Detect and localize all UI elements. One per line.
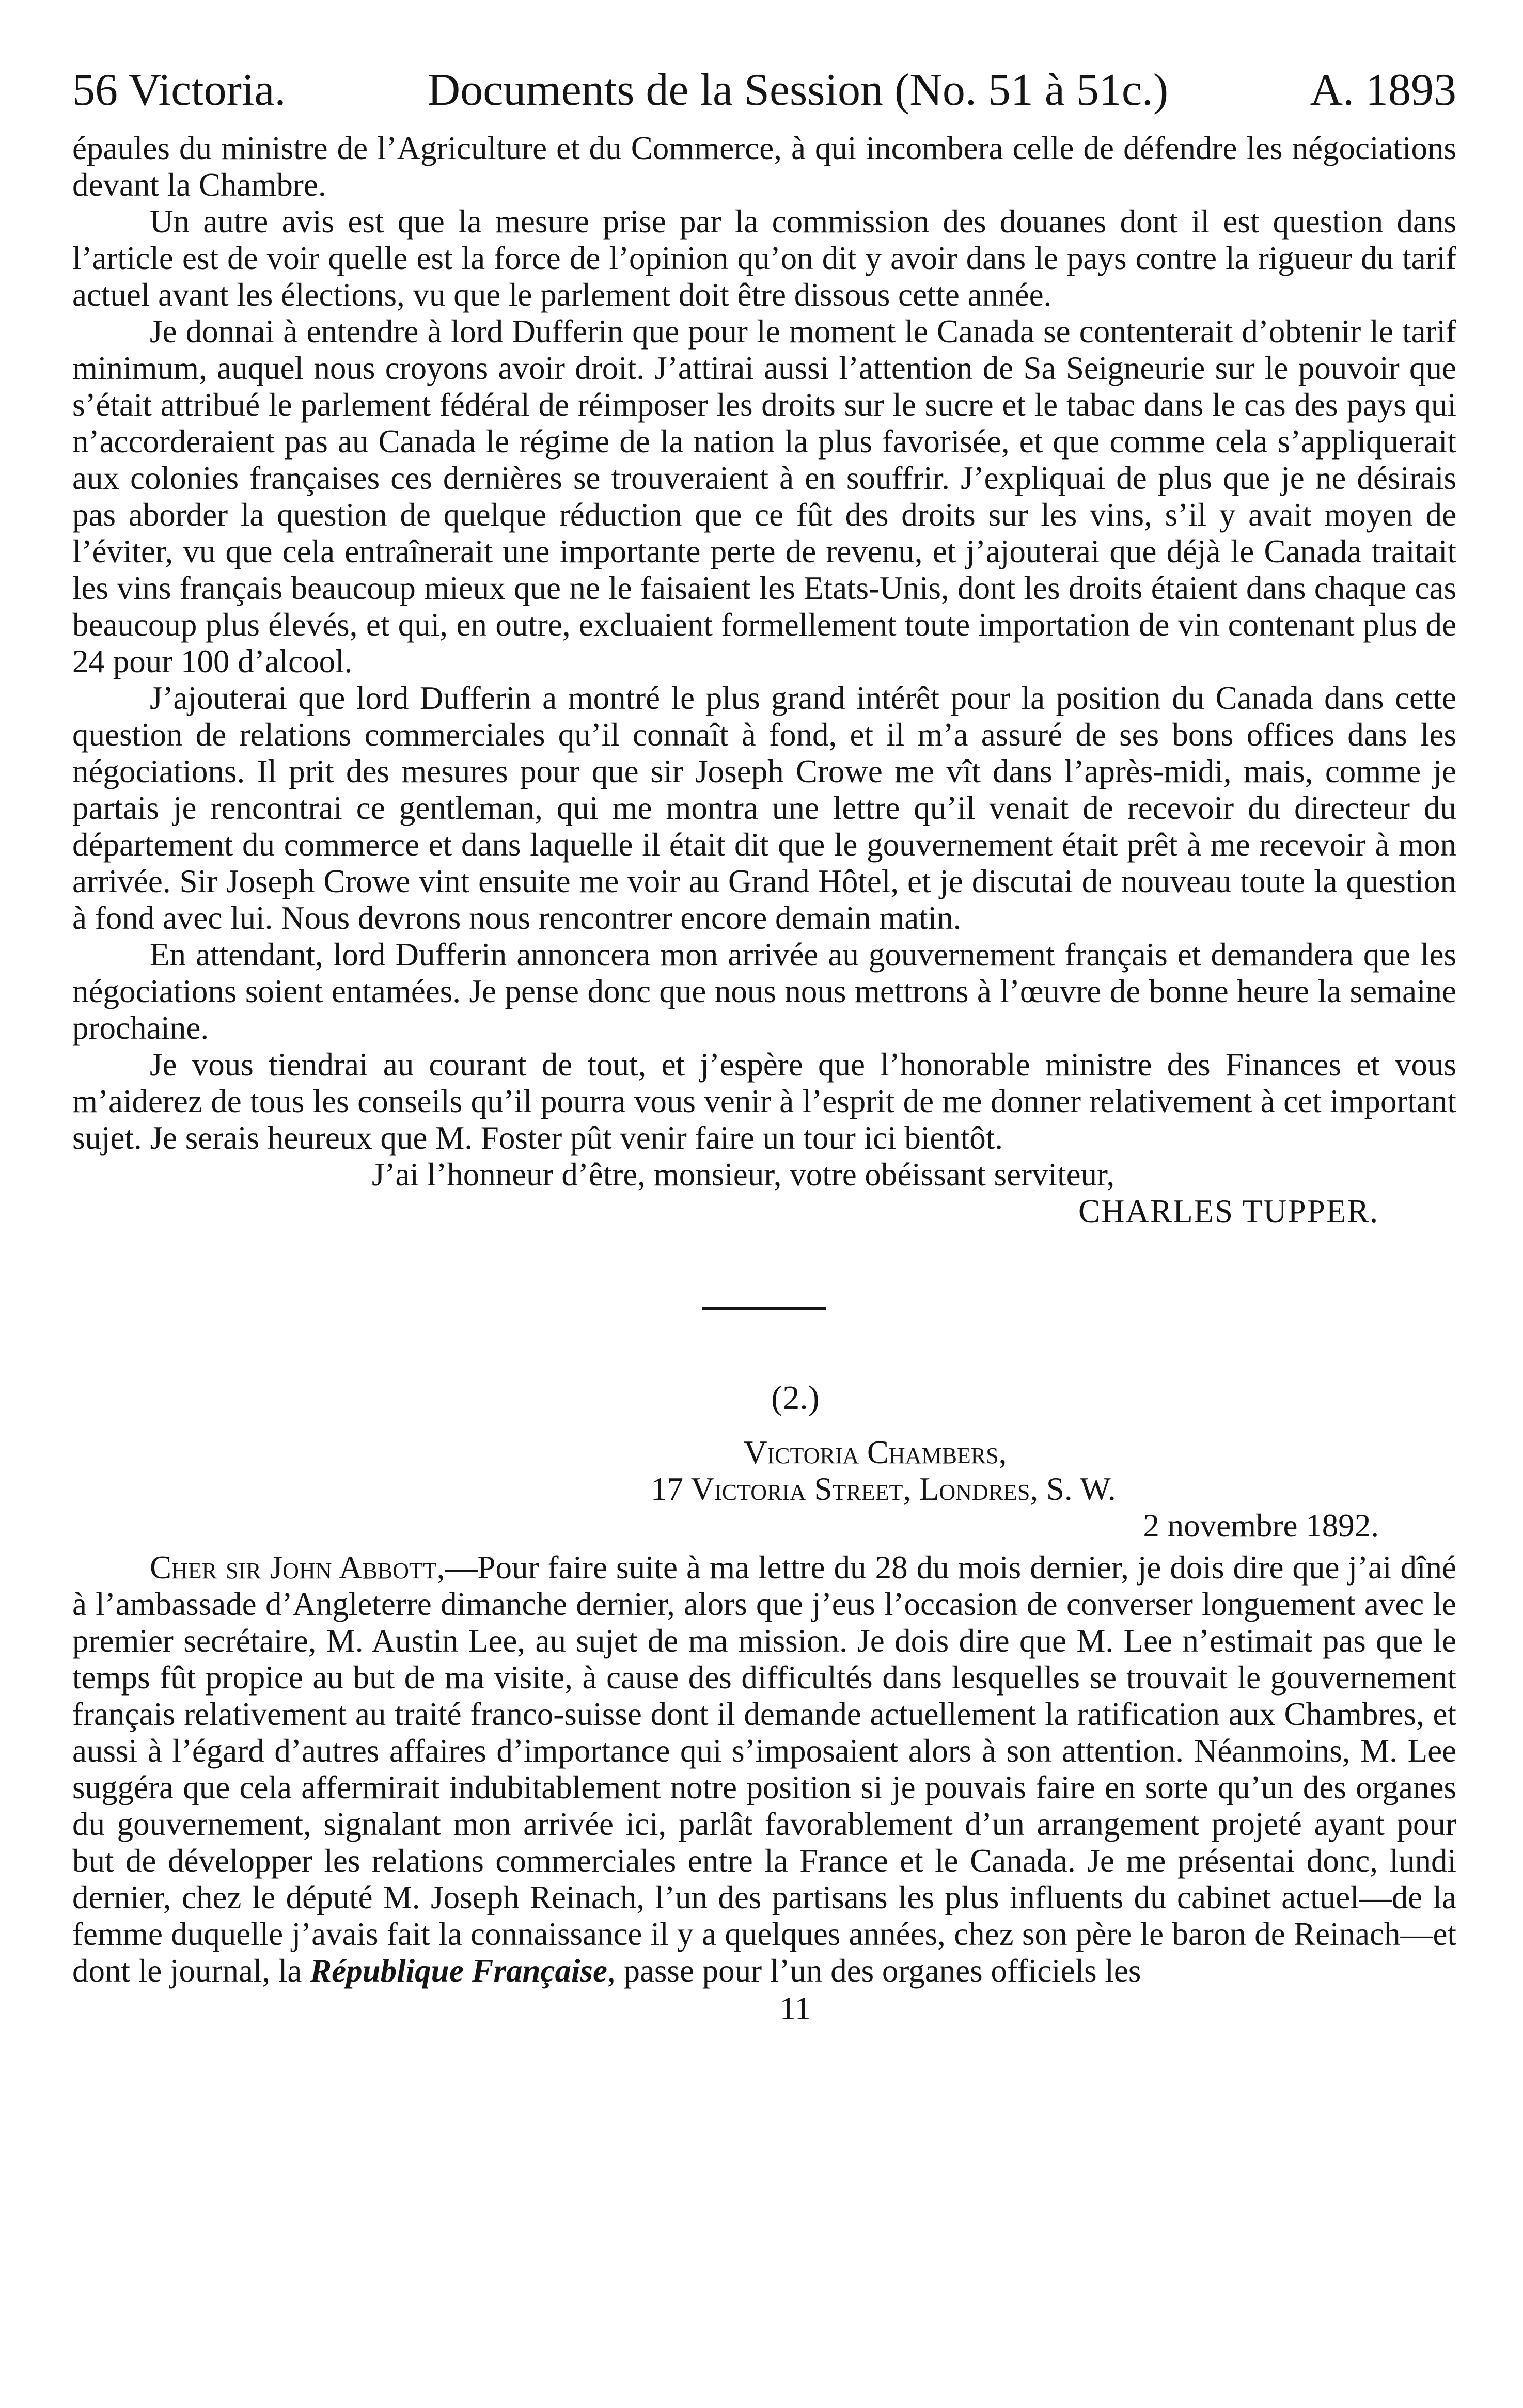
letter-date: 2 novembre 1892. bbox=[1143, 1508, 1379, 1544]
letter-number: (2.) bbox=[771, 1379, 820, 1417]
paragraph: Je donnai à entendre à lord Dufferin que pour le moment le Canada se contenterait d’obtenir le tarif minimum, auquel nous croyons avoir droit. J’attirai aussi l’attention de Sa Seigneurie sur le pouvoir que s’était attribué le parlement fédéral de réimposer les droits sur le sucre et le tabac dans le cas des pays qui n’accorderaient pas au Canada le régime de la nation la plus favorisée, et que comme cela s’appliquerait aux colonies françaises ces dernières se trouveraient à en souffrir. J’expliquai de plus que je ne désirais pas aborder la question de quelque réduction que ce fût des droits sur les vins, s’il y avait moyen de l’éviter, vu que cela entraînerait une importante perte de revenu, et j’ajouterai que déjà le Canada traitait les vins français beaucoup mieux que ne le faisaient les Etats-Unis, dont les droits étaient dans chaque cas beaucoup plus élevés, et qui, en outre, excluaient formellement toute importation de vin contenant plus de 24 pour 100 d’alcool. bbox=[72, 313, 1456, 679]
header-volume: 56 Victoria. bbox=[72, 65, 286, 115]
letter-body-text-end: , passe pour l’un des organes officiels les bbox=[607, 1953, 1141, 1989]
paragraph: Je vous tiendrai au courant de tout, et j’espère que l’honorable ministre des Finances et vous m’aiderez de tous les conseils qu’il pourra vous venir à l’esprit de me donner relativement à cet important sujet. Je serais heureux que M. Foster pût venir faire un tour ici bientôt. bbox=[72, 1047, 1456, 1156]
paragraph-continued: épaules du ministre de l’Agriculture et du Commerce, à qui incombera celle de défendre les négociations devant la Chambre. bbox=[72, 130, 1456, 203]
journal-name: République Française bbox=[310, 1953, 607, 1989]
paragraph: En attendant, lord Dufferin annoncera mon arrivée au gouvernement français et demandera que les négociations soient entamées. Je pense donc que nous nous mettrons à l’œuvre de bonne heure la semaine prochaine. bbox=[72, 937, 1456, 1046]
paragraph: J’ajouterai que lord Dufferin a montré le plus grand intérêt pour la position du Canada dans cette question de relations commerciales qu’il connaît à fond, et il m’a assuré de ses bons offices dans les négociations. Il prit des mesures pour que sir Joseph Crowe me vît dans l’après-midi, mais, comme je partais je rencontrai ce gentleman, qui me montra une lettre qu’il venait de recevoir du directeur du département du commerce et dans laquelle il était dit que le gouvernement était prêt à me recevoir à mon arrivée. Sir Joseph Crowe vint ensuite me voir au Grand Hôtel, et je discutai de nouveau toute la question à fond avec lui. Nous devrons nous rencontrer encore demain matin. bbox=[72, 680, 1456, 936]
closing-line: J’ai l’honneur d’être, monsieur, votre obéissant serviteur, bbox=[372, 1157, 1115, 1193]
address-line-2: 17 Victoria Street, Londres, S. W. bbox=[651, 1471, 1116, 1507]
signature: CHARLES TUPPER. bbox=[1078, 1193, 1379, 1229]
running-header bbox=[72, 62, 1456, 119]
paragraph: Un autre avis est que la mesure prise par la commission des douanes dont il est question dans l’article est de voir quelle est la force de l’opinion qu’on dit y avoir dans le pays contre la rigueur du tarif actuel avant les élections, vu que le parlement doit être dissous cette année. bbox=[72, 203, 1456, 313]
salutation: Cher sir John Abbott, bbox=[150, 1549, 445, 1586]
document-page bbox=[72, 62, 1456, 2027]
letter-body bbox=[72, 1549, 1456, 1989]
page-number: 11 bbox=[779, 1990, 811, 2026]
letter-body-text: —Pour faire suite à ma lettre du 28 du mois dernier, je dois dire que j’ai dîné à l’ambassade d’Angleterre dimanche dernier, alors que j’eus l’occasion de converser longuement avec le premier secrétaire, M. Austin Lee, au sujet de ma mission. Je dois dire que M. Lee n’estimait pas que le temps fût propice au but de ma visite, à cause des difficultés dans lesquelles se trouvait le gouvernement français relativement au traité franco-suisse dont il demande actuellement la ratification aux Chambres, et aussi à l’égard d’autres affaires d’importance qui s’imposaient alors à son attention. Néanmoins, M. Lee suggéra que cela affermirait indubitablement notre position si je pouvais faire en sorte qu’un des organes du gouvernement, signalant mon arrivée ici, parlât favorablement d’un arrangement projeté ayant pour but de développer les relations commerciales entre la France et le Canada. Je me présentai donc, lundi dernier, chez le député M. Joseph Reinach, l’un des partisans les plus influents du cabinet actuel—de la femme duquelle j’avais fait la connaissance il y a quelques années, chez son père le baron de Reinach—et dont le journal, la bbox=[72, 1549, 1456, 1989]
header-year: A. 1893 bbox=[1310, 65, 1456, 115]
section-divider bbox=[702, 1307, 826, 1310]
header-title: Documents de la Session (No. 51 à 51c.) bbox=[427, 65, 1169, 115]
address-line-1: Victoria Chambers, bbox=[744, 1434, 1007, 1470]
